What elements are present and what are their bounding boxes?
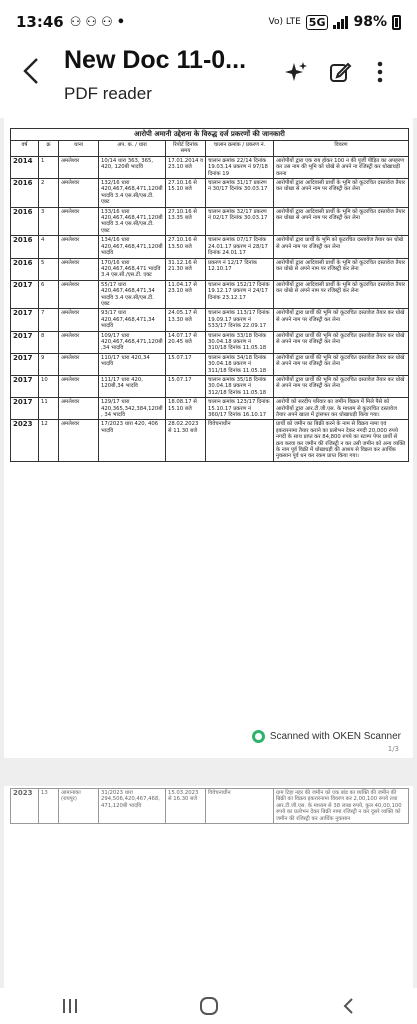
cell-section: 133/16 धारा 420,467,468,471,120बी भादवि 3.4 एस.सी/एस.टी. एक्ट <box>99 207 166 236</box>
app-bar <box>0 44 417 110</box>
table-row <box>11 398 409 420</box>
pdf-page-2[interactable] <box>4 786 413 988</box>
table-row <box>11 309 409 331</box>
document-subtitle: PDF reader <box>64 84 152 103</box>
cell-date: 15.03.2023 से 16.30 बजे <box>166 789 206 824</box>
scanner-watermark <box>252 730 401 743</box>
cell-thana: अमलेश्वर <box>59 353 99 375</box>
table-row <box>11 353 409 375</box>
cell-year: 2016 <box>11 258 39 280</box>
cell-section: 170/16 धारा 420,467,468,471 भादवि 3.4 एस.सी./एस.टी. एक्ट <box>99 258 166 280</box>
cell-section: 134/16 धारा 420,467,468,471,120बी भादवि <box>99 236 166 258</box>
cell-no: 12 <box>39 420 59 461</box>
cell-year: 2016 <box>11 179 39 208</box>
table-row <box>11 156 409 178</box>
cell-challan: चालान क्रमांक 35/18 दिनांक 30.04.18 प्रकरण नं 312/18 दिनांक 11.05.18 <box>206 376 274 398</box>
recents-icon <box>61 998 79 1014</box>
cell-year: 2014 <box>11 156 39 178</box>
recents-button[interactable] <box>50 991 90 1021</box>
cell-no: 1 <box>39 156 59 178</box>
cell-year: 2017 <box>11 280 39 309</box>
cell-no: 13 <box>39 789 59 824</box>
cell-detail: ग्राम टिहा नहर की जमीन को एक बांड का व्यक्ति की जमीन की बिक्री का विक्रय इकरारनामा विवरण कर 2,00,100 रुपये तथा आर.टी.जी.एस. के माध्यम से 38 लाख रुपये, कुल 40,00,100 रुपये का प्रलोभन देकर बिक्री नामा रजिस्ट्री न कर दूसरे व्यक्ति को जमीन की रजिस्ट्री कर आर्थिक नुकसान <box>274 789 409 824</box>
cell-no: 9 <box>39 353 59 375</box>
cell-date: 28.02.2023 से 11.30 बजे <box>166 420 206 461</box>
cell-thana: अमलेश्वर <box>59 179 99 208</box>
cell-thana: अमलेश्वर <box>59 398 99 420</box>
cell-year: 2017 <box>11 353 39 375</box>
notification-icon: ⚇ <box>69 14 82 30</box>
cell-challan: चालान क्रमांक 34/18 दिनांक 30.04.18 प्रकरण नं 311/18 दिनांक 11.05.18 <box>206 353 274 375</box>
cell-challan: चालान क्रमांक 123/17 दिनांक 15.10.17 प्रकरण नं 360/17 दिनांक 16.10.17 <box>206 398 274 420</box>
document-title: New Doc 11-0... <box>64 46 247 74</box>
more-options-button[interactable] <box>366 58 394 86</box>
notification-icon: ⚇ <box>101 14 113 30</box>
cell-date: 24.05.17 से 13.30 बजे <box>166 309 206 331</box>
cell-date: 27.10.16 से 15.10 बजे <box>166 179 206 208</box>
table-row <box>11 420 409 461</box>
cell-detail: आरोपीयों द्वारा आदिवासी प्रार्थी के भूमि को कूटरचित दस्तावेज तैयार कर धोखा से अपने नाम पर रजिस्ट्री कर लेना <box>274 179 409 208</box>
cell-year: 2023 <box>11 420 39 461</box>
cell-thana: अमलेश्वर <box>59 420 99 461</box>
notification-icons <box>70 15 125 30</box>
cell-challan: प्रकरण नं 12/17 दिनांक 12.10.17 <box>206 258 274 280</box>
cell-section: 10/14 धारा 363, 365, 420, 120बी भादवि <box>99 156 166 178</box>
cell-detail: आरोपीयों द्वारा प्रार्थी की भूमि को कूटरचित दस्तावेज तैयार कर धोखे से अपने नाम पर रजिस्ट्री कर लेना <box>274 309 409 331</box>
cell-year: 2017 <box>11 398 39 420</box>
battery-percent: 98% <box>353 14 387 30</box>
cell-no: 4 <box>39 236 59 258</box>
table-caption-row <box>11 129 409 141</box>
cell-detail: आरोपीयों द्वारा आदिवासी प्रार्थी के भूमि को कूटरचित दस्तावेज तैयार कर धोखे से अपने नाम पर रजिस्ट्री कर लेना <box>274 280 409 309</box>
table-row <box>11 236 409 258</box>
cell-challan: चालान क्रमांक 22/14 दिनांक 19.03.14 प्रकरण नं 97/18 दिनांक 19 <box>206 156 274 178</box>
cell-challan: चालान क्रमांक 33/18 दिनांक 30.04.18 प्रकरण नं 310/18 दिनांक 11.05.18 <box>206 331 274 353</box>
cell-date: 27.10.16 से 13.35 बजे <box>166 207 206 236</box>
cell-detail: आरोपीयों द्वारा आदिवासी प्रार्थी के भूमि को कूटरचित दस्तावेज तैयार कर धोखा से अपने नाम पर रजिस्ट्री कर लेना <box>274 207 409 236</box>
cell-section: 109/17 धारा 420,467,468,471,120बी,34 भादवि <box>99 331 166 353</box>
cell-thana: अमलेश्वर <box>59 258 99 280</box>
cell-section: 111/17 धारा 420, 120बी,34 भादवि <box>99 376 166 398</box>
header-cell: विवरण <box>274 141 409 157</box>
page-indicator: 1/3 <box>387 745 399 753</box>
cell-date: 15.07.17 <box>166 376 206 398</box>
cell-year: 2017 <box>11 331 39 353</box>
edit-icon <box>328 60 352 84</box>
back-button[interactable] <box>22 56 52 92</box>
cell-thana: अमलेश्वर <box>59 331 99 353</box>
ai-sparkle-button[interactable] <box>282 58 310 86</box>
cell-year: 2023 <box>11 789 39 824</box>
notification-icon: ⚇ <box>85 14 98 30</box>
cell-challan: चालान क्रमांक 07/17 दिनांक 24.01.17 प्रकरण नं 28/17 दिनांक 24.01.17 <box>206 236 274 258</box>
table-row <box>11 789 409 824</box>
cases-table <box>10 128 409 462</box>
table-row <box>11 280 409 309</box>
cell-year: 2017 <box>11 376 39 398</box>
home-icon <box>199 996 219 1016</box>
cell-year: 2017 <box>11 309 39 331</box>
header-cell: अप. क. / धारा <box>99 141 166 157</box>
header-cell: वर्ष <box>11 141 39 157</box>
volte-indicator: Vo) LTE <box>268 16 301 27</box>
cell-detail: आरोपीयों द्वारा एक राय होकर 100 न की पूर्जी पीड़ित का अपहरण कर उस नाम की भूमि को धोखे से अपने ना रजिस्ट्री कर धोखाधड़ी करना <box>274 156 409 178</box>
home-button[interactable] <box>189 991 229 1021</box>
cell-no: 10 <box>39 376 59 398</box>
cell-challan: चालान क्रमांक 32/17 प्रकरण नं 02/17 दिनांक 30.03.17 <box>206 207 274 236</box>
cell-detail: आरोपीयों द्वारा प्रार्थी के भूमि को कूटरचित दस्तावेज तैयार कर धोखे से अपने नाम पर रजिस्ट्री कर लेना <box>274 236 409 258</box>
cell-no: 3 <box>39 207 59 236</box>
oken-logo-icon <box>252 730 265 743</box>
cell-detail: आरोपीयों द्वारा प्रार्थी की भूमि को कूटरचित दस्तावेज तैयार कर धोखे से अपने नाम पर रजिस्ट्री कर लेना <box>274 353 409 375</box>
header-cell: थाना <box>59 141 99 157</box>
system-nav-bar <box>0 988 417 1024</box>
cell-section: 93/17 धारा 420,467,468,471,34 भादवि <box>99 309 166 331</box>
cell-detail: आरोपीयों द्वारा प्रार्थी की भूमि को कूटरचित दस्तावेज तैयार कर धोखे से अपने नाम पर रजिस्ट्री कर लेना <box>274 331 409 353</box>
dot-icon: • <box>116 14 126 30</box>
cell-no: 8 <box>39 331 59 353</box>
cell-date: 31.12.16 से 21.30 बजे <box>166 258 206 280</box>
signal-icon <box>333 15 348 29</box>
status-time: 13:46 <box>16 13 64 31</box>
cell-thana: अमलेश्वर <box>59 280 99 309</box>
cell-section: 132/16 धारा 420,467,468,471,120बी भादवि 3.4 एस.सी/एस.टी. एक्ट <box>99 179 166 208</box>
header-cell: क्र <box>39 141 59 157</box>
more-vert-icon <box>377 61 383 83</box>
cell-date: 27.10.16 से 13.50 बजे <box>166 236 206 258</box>
cell-date: 11.04.17 से 23.10 बजे <box>166 280 206 309</box>
table-row <box>11 179 409 208</box>
cases-table-continued <box>10 788 409 824</box>
cell-thana: अमलेश्वर <box>59 236 99 258</box>
cell-challan: चालान क्रमांक 113/17 दिनांक 19.09.17 प्रकरण नं 533/17 दिनांक 22.09.17 <box>206 309 274 331</box>
cell-thana: अमलेश्वर <box>59 156 99 178</box>
sparkle-icon <box>284 60 308 84</box>
cell-year: 2016 <box>11 236 39 258</box>
header-cell: रिपोर्ट दिनांक समय <box>166 141 206 157</box>
cell-detail: प्रार्थी को जमीन का बिक्री करने के नाम से विक्रय नामा एवं इकरारनामा तैयार कराने का प्रलोभन देकर नगदी 20,000 रुपये नगदी के साथ प्राप्त कर 84,800 रुपये का स्टाम्प पेपर प्रार्थी से क्रय करवा कर जमीन की रजिस्ट्री न कर उसी जमीन को अन्य व्यक्ति के नाम पूर्व विक्री में धोखाधड़ी की आशय से विक्रय कर आर्थिक नुकसान पूर्व धन कर रकम प्राप्त किया गया। <box>274 420 409 461</box>
cell-date: 17.01.2014 व 23.10 बजे <box>166 156 206 178</box>
cell-challan: चालान क्रमांक 152/17 दिनांक 19.12.17 प्रकरण नं 24/17 दिनांक 23.12.17 <box>206 280 274 309</box>
cell-section: 129/17 धारा 420,365,342,384,120बी, 34 भादवि <box>99 398 166 420</box>
cell-no: 7 <box>39 309 59 331</box>
cell-section: 31/2023 धारा 294,506,420,467,468,471,120बी भादवि <box>99 789 166 824</box>
network-5g-label: 5G <box>306 15 329 30</box>
pdf-viewer[interactable] <box>0 118 417 988</box>
cell-no: 6 <box>39 280 59 309</box>
cell-date: 18.08.17 से 15.10 बजे <box>166 398 206 420</box>
table-row <box>11 376 409 398</box>
status-right <box>269 14 402 30</box>
cell-challan: विवेचनाधीन <box>206 789 274 824</box>
cell-section: 17/2023 धारा 420, 406 भादवि <box>99 420 166 461</box>
back-arrow-icon <box>22 56 40 86</box>
table-row <box>11 258 409 280</box>
cell-no: 5 <box>39 258 59 280</box>
table-header-row <box>11 141 409 157</box>
cell-thana: अमलेश्वर <box>59 207 99 236</box>
cell-no: 11 <box>39 398 59 420</box>
edit-button[interactable] <box>326 58 354 86</box>
table-row <box>11 331 409 353</box>
pdf-page-1[interactable] <box>4 118 413 758</box>
table-caption: आरोपी अमानी उद्देशना के विरुद्ध दर्ज प्रकरणों की जानकारी <box>11 129 409 141</box>
table-row <box>11 207 409 236</box>
cell-thana: अमलेश्वर <box>59 309 99 331</box>
battery-icon <box>392 15 401 30</box>
cell-section: 55/17 धारा 420,467,468,471,34 भादवि 3.4 एस.सी/एस.टी. एक्ट <box>99 280 166 309</box>
cell-no: 2 <box>39 179 59 208</box>
cell-section: 110/17 धारा 420,34 भादवि <box>99 353 166 375</box>
cell-thana: अमलेश्वर <box>59 376 99 398</box>
cell-date: 15.07.17 <box>166 353 206 375</box>
cell-detail: आरोपीयों द्वारा आदिवासी प्रार्थी के भूमि को कूटरचित दस्तावेज तैयार कर धोखे से अपने नाम पर रजिस्ट्री कर लेना <box>274 258 409 280</box>
cell-year: 2016 <box>11 207 39 236</box>
cell-challan: चालान क्रमांक 31/17 प्रकरण नं 30/17 दिनांक 30.03.17 <box>206 179 274 208</box>
cell-challan: विवेचनाधीन <box>206 420 274 461</box>
status-bar <box>0 0 417 44</box>
nav-back-button[interactable] <box>328 991 368 1021</box>
cell-detail: आरोपीयों द्वारा प्रार्थी की भूमि को कूटरचित दस्तावेज तैयार कर धोखे से अपने नाम पर रजिस्ट्री कर लेना <box>274 376 409 398</box>
nav-back-icon <box>342 997 354 1015</box>
header-cell: चालान क्रमांक / प्रकरण नं. <box>206 141 274 157</box>
cell-date: 14.07.17 से 20.45 बजे <box>166 331 206 353</box>
cell-detail: आरोपी को सरदीप परिवार का जमीन विक्रय में मिले पैसे को आरोपीयों द्वारा आर.टी.जी.एस. के माध्यम से कूटरचित दस्तावेज तैयार अपने खाता में ट्रांसफर कर धोखाधड़ी किया गया। <box>274 398 409 420</box>
cell-thana: आमानाका (रायपुर) <box>59 789 99 824</box>
scanner-label: Scanned with OKEN Scanner <box>269 731 401 742</box>
